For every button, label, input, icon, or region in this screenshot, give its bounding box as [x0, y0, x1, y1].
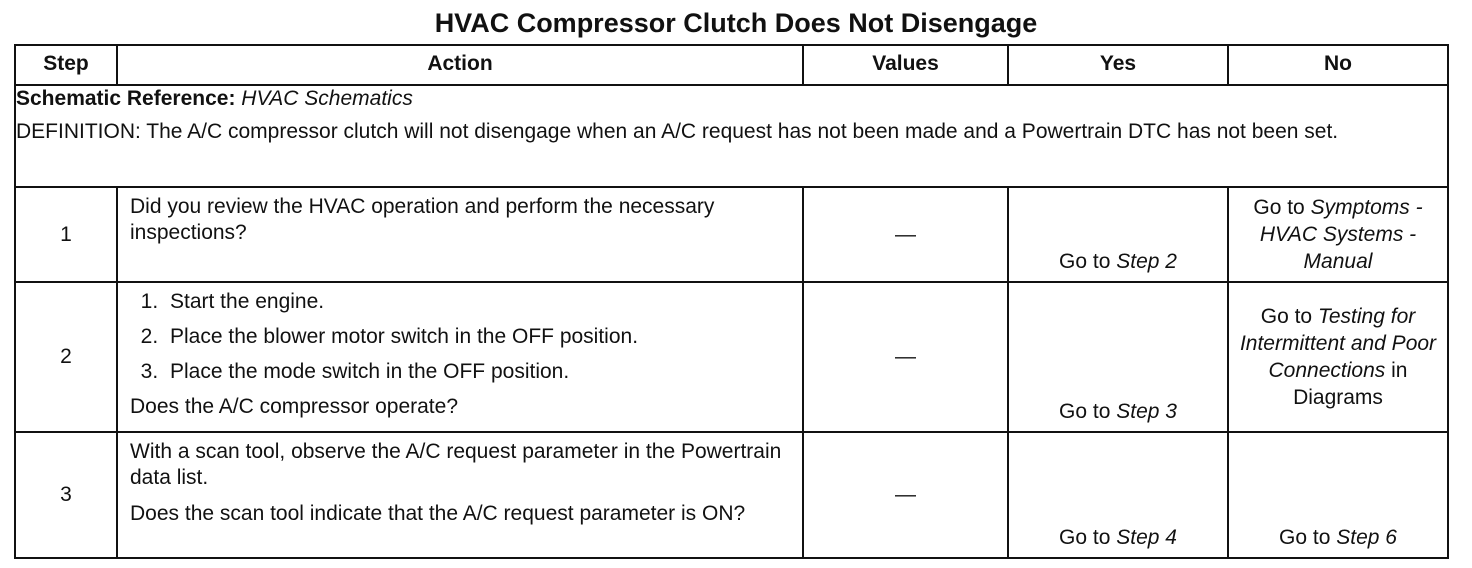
substep-item: 2. Place the blower motor switch in the OFF position. [164, 324, 794, 350]
info-cell [15, 85, 1448, 187]
yes-cell [1008, 282, 1228, 432]
header-step: Step [15, 45, 117, 85]
substep-item: 1. Start the engine. [164, 289, 794, 315]
yes-link[interactable]: Step 3 [1116, 400, 1177, 423]
header-no: No [1228, 45, 1448, 85]
no-prefix: Go to [1279, 526, 1331, 549]
info-row [15, 85, 1448, 187]
yes-prefix: Go to [1059, 526, 1111, 549]
action-cell [117, 432, 803, 558]
yes-link[interactable]: Step 2 [1116, 250, 1177, 273]
no-prefix: Go to [1253, 196, 1305, 219]
schematic-reference [16, 86, 1447, 112]
table-row-step-1 [15, 187, 1448, 282]
values-cell: — [803, 432, 1008, 558]
substep-list [130, 289, 794, 385]
schematic-link[interactable]: HVAC Schematics [241, 87, 413, 110]
step-number: 3 [15, 432, 117, 558]
table-row-step-3 [15, 432, 1448, 558]
no-prefix: Go to [1260, 305, 1313, 328]
yes-link[interactable]: Step 4 [1116, 526, 1177, 549]
definition-text: DEFINITION: The A/C compressor clutch will not disengage when an A/C request has not been made and a Powertrain DTC has not been set. [16, 120, 1339, 143]
no-link[interactable]: Testing for Intermittent and Poor Connections [1239, 305, 1437, 382]
yes-cell [1008, 432, 1228, 558]
substep-item: 3. Place the mode switch in the OFF position. [164, 359, 794, 385]
question-text: Does the A/C compressor operate? [130, 395, 459, 418]
action-text: Did you review the HVAC operation and perform the necessary inspections? [117, 187, 803, 282]
action-cell [117, 282, 803, 432]
no-cell [1228, 187, 1448, 282]
diagnostic-table [14, 44, 1449, 559]
no-suffix: in Diagrams [1293, 359, 1408, 409]
question-text: Does the scan tool indicate that the A/C request parameter is ON? [130, 502, 746, 525]
step-number: 2 [15, 282, 117, 432]
header-values: Values [803, 45, 1008, 85]
step-number: 1 [15, 187, 117, 282]
no-link[interactable]: Symptoms - HVAC Systems - Manual [1259, 196, 1423, 273]
no-link[interactable]: Step 6 [1336, 526, 1397, 549]
yes-prefix: Go to [1059, 250, 1111, 273]
schematic-label: Schematic Reference: [16, 87, 236, 110]
header-action: Action [117, 45, 803, 85]
yes-prefix: Go to [1059, 400, 1111, 423]
header-row [15, 45, 1448, 85]
values-cell: — [803, 187, 1008, 282]
header-yes: Yes [1008, 45, 1228, 85]
table-row-step-2 [15, 282, 1448, 432]
no-cell [1228, 282, 1448, 432]
yes-cell [1008, 187, 1228, 282]
page-title: HVAC Compressor Clutch Does Not Disengage [434, 8, 1038, 38]
values-cell: — [803, 282, 1008, 432]
action-text: With a scan tool, observe the A/C request parameter in the Powertrain data list. [130, 440, 782, 489]
no-cell [1228, 432, 1448, 558]
